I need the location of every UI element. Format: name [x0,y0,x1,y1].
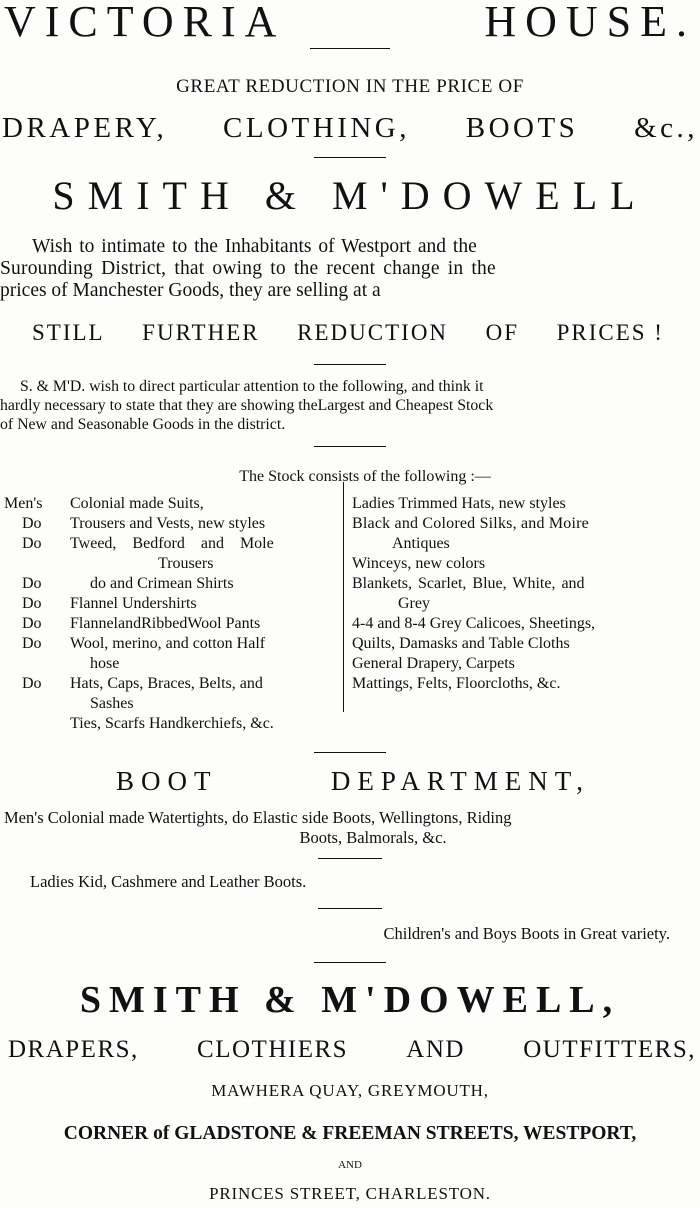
divider-rule [314,157,386,158]
stock-item-text: do and Crimean Shirts [90,575,234,592]
masthead-word: VICTORIA [4,0,286,46]
headline-word: FURTHER [142,320,260,345]
stock-item: Grey [398,595,430,612]
stock-item-label: Do [22,635,42,652]
stock-heading: The Stock consists of the following :— [239,468,491,485]
masthead-title [0,0,700,44]
headline-word: PRICES ! [556,320,664,345]
stock-item-text: Colonial made Suits, [70,495,204,512]
stock-item [4,494,340,514]
trades-word: CLOTHIERS [197,1036,349,1063]
trades-word: DRAPERS, [8,1036,139,1063]
stock-item: 4-4 and 8-4 Grey Calicoes, Sheetings, [352,615,596,632]
divider-rule [318,908,382,909]
stock-item [4,614,340,634]
divider-rule [314,364,386,365]
and-connector: AND [338,1159,362,1171]
stock-item-text: Ties, Scarfs Handkerchiefs, &c. [70,715,274,732]
column-divider [343,482,344,712]
divider-rule [318,858,382,859]
stock-item: Winceys, new colors [352,555,486,572]
goods-word: CLOTHING, [223,112,410,144]
stock-item-text: hose [90,655,120,672]
goods-word: DRAPERY, [2,112,168,144]
stock-item-label: Do [22,615,42,632]
notice-line: of New and Seasonable Goods in the district. [0,416,286,433]
headline-word: OF [485,320,520,345]
address-greymouth: MAWHERA QUAY, GREYMOUTH, [211,1081,489,1100]
footer-firm-name: SMITH & M'DOWELL, [79,979,621,1021]
stock-item [4,674,340,694]
stock-item-text: FlannelandRibbedWool Pants [70,615,261,632]
stock-item-label: Do [22,675,42,692]
stock-item [4,514,340,534]
stock-item-text: Trousers and Vests, new styles [70,515,266,532]
intro-line: prices of Manchester Goods, they are selling at a [0,280,381,301]
trades-word: AND [406,1036,465,1063]
stock-item-label: Do [22,595,42,612]
stock-item-label: Do [22,515,42,532]
reduction-headline [0,320,700,346]
stock-item [4,634,340,654]
stock-item-text: Wool, merino, and cotton Half [70,635,266,652]
address-westport: CORNER of GLADSTONE & FREEMAN STREETS, WESTPORT, [63,1123,637,1144]
stock-item-label [4,714,70,734]
mens-boots-line: Boots, Balmorals, &c. [299,828,447,847]
intro-line: Wish to intimate to the Inhabitants of Westport and the [32,236,477,257]
divider-rule [314,962,386,963]
boot-department-heading [0,766,700,796]
stock-list-right [352,494,696,694]
intro-line: Surounding District, that owing to the recent change in the [0,258,496,279]
stock-item-label [4,654,70,674]
stock-item: Ladies Trimmed Hats, new styles [352,495,566,512]
boot-heading-word: DEPARTMENT, [330,766,590,796]
stock-item [4,534,340,554]
firm-name: SMITH & M'DOWELL [52,173,648,218]
subtitle: GREAT REDUCTION IN THE PRICE OF [176,76,524,97]
goods-word: BOOTS [465,112,579,144]
divider-rule [314,446,386,447]
trades-line [0,1035,700,1065]
stock-item-label: Do [22,575,42,592]
masthead-word: HOUSE. [484,0,696,46]
stock-item: Blankets, Scarlet, Blue, White, and [352,575,585,592]
stock-item-label [4,694,70,714]
intro-paragraph [0,236,700,302]
stock-item [4,714,340,734]
mens-boots [0,808,700,848]
divider-rule [310,48,390,49]
stock-item [4,594,340,614]
goods-word: &c., [634,112,698,144]
stock-list-left [4,494,340,734]
children-boots: Children's and Boys Boots in Great variety. [383,924,670,943]
stock-item [4,694,340,714]
stock-item: Quilts, Damasks and Table Cloths [352,635,570,652]
stock-item-label: Men's [4,495,43,512]
boot-heading-word: BOOT [116,766,218,796]
stock-item: Mattings, Felts, Floorcloths, &c. [352,675,561,692]
stock-item: Antiques [392,535,450,552]
stock-item-label [4,554,70,574]
divider-rule [314,752,386,753]
stock-item-text: Trousers [158,555,214,572]
ladies-boots: Ladies Kid, Cashmere and Leather Boots. [30,872,307,891]
stock-item-label: Do [22,535,42,552]
notice-line: S. & M'D. wish to direct particular attention to the following, and think it [20,378,484,395]
stock-item [4,554,340,574]
stock-item [4,574,340,594]
notice-line: hardly necessary to state that they are showing theLargest and Cheapest Stock [0,397,494,414]
headline-word: REDUCTION [297,320,449,345]
stock-item-text: Tweed, Bedford and Mole [70,535,274,552]
stock-item-text: Flannel Undershirts [70,595,197,612]
trades-word: OUTFITTERS, [523,1036,696,1063]
address-charleston: PRINCES STREET, CHARLESTON. [209,1184,491,1203]
stock-item: Black and Colored Silks, and Moire [352,515,589,532]
notice-paragraph [0,377,700,434]
stock-item-text: Sashes [90,695,134,712]
goods-line [0,112,700,144]
mens-boots-line: Men's Colonial made Watertights, do Elastic side Boots, Wellingtons, Riding [4,808,512,827]
headline-word: STILL [32,320,105,345]
stock-item-text: Hats, Caps, Braces, Belts, and [70,675,263,692]
stock-item: General Drapery, Carpets [352,655,515,672]
stock-item [4,654,340,674]
